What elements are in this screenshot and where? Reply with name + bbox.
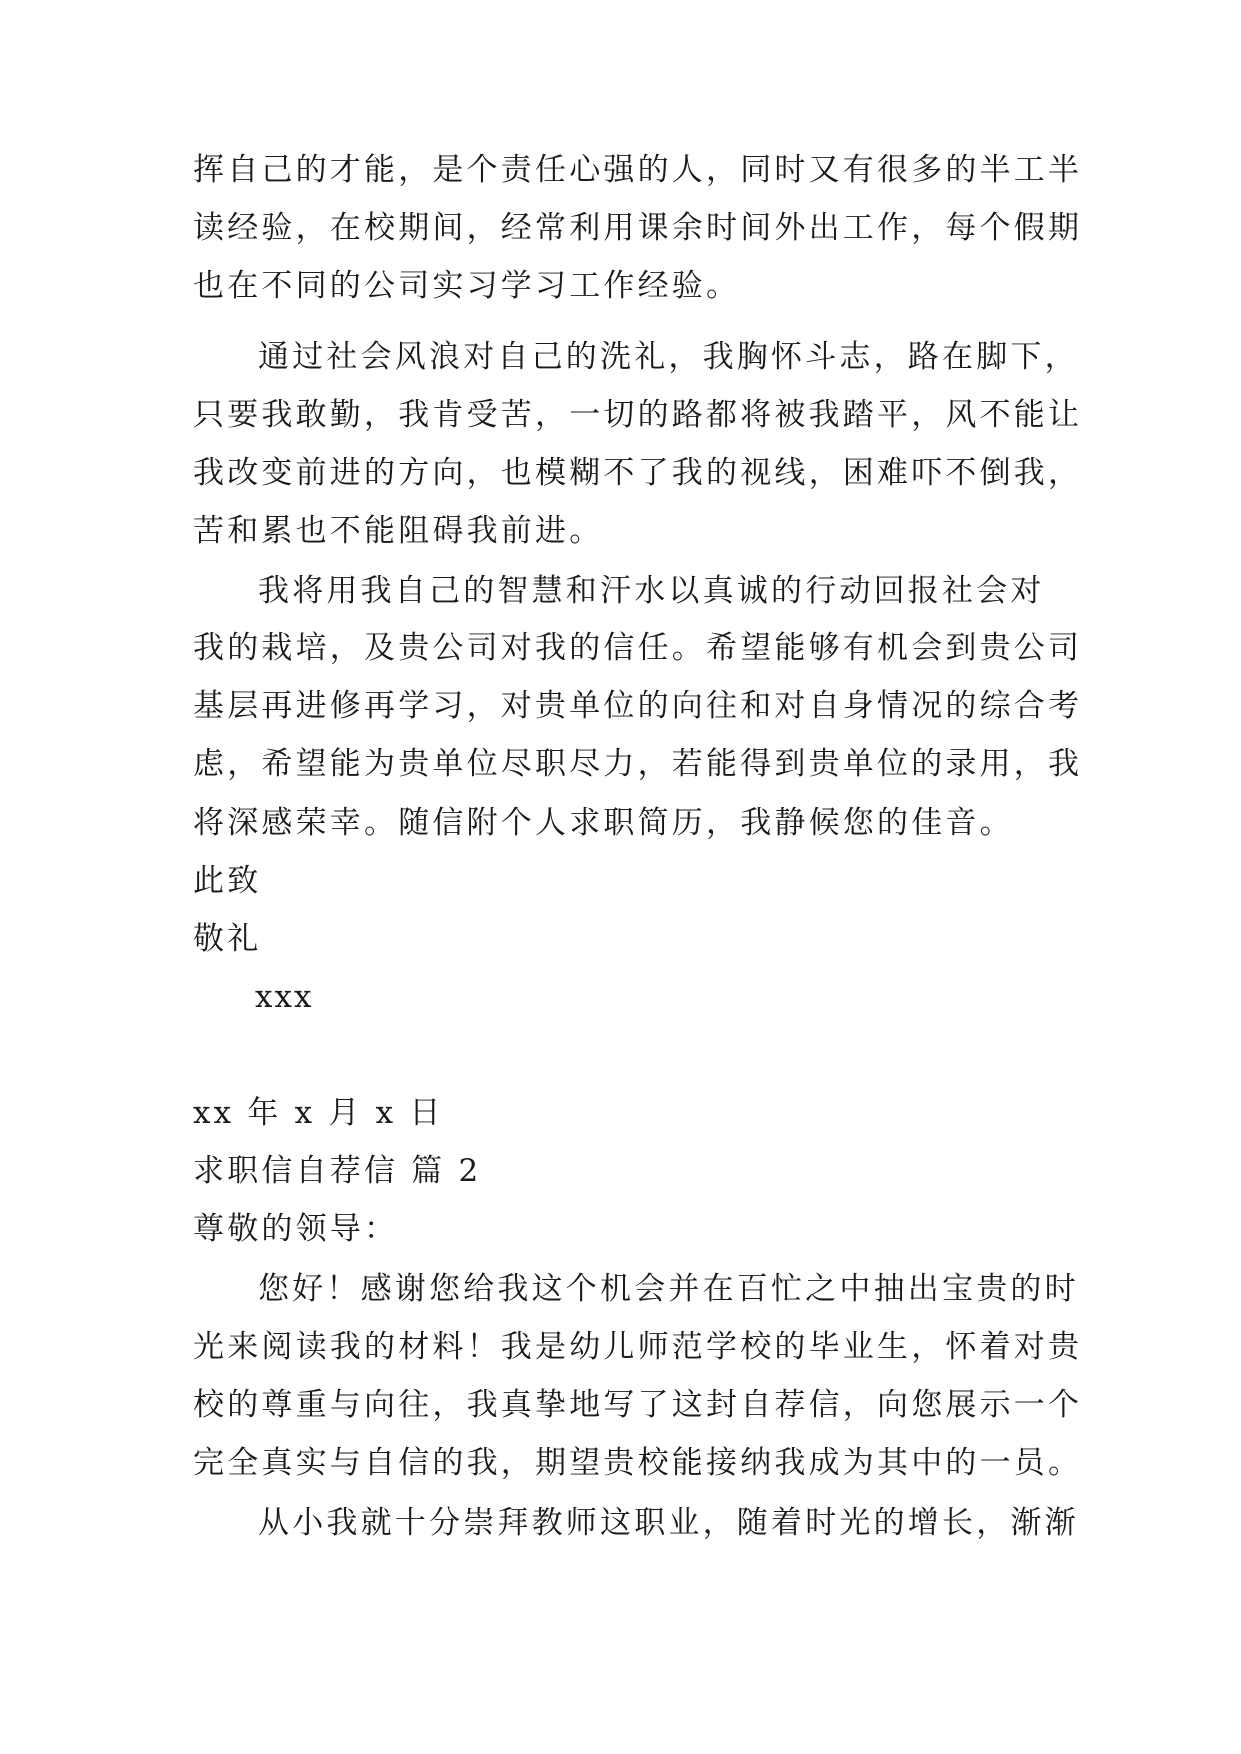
body-text-line: 我改变前进的方向，也模糊不了我的视线，困难吓不倒我， xyxy=(193,455,1083,491)
closing-regards: 敬礼 xyxy=(193,921,262,957)
closing-salutation: 此致 xyxy=(193,863,262,899)
body-text-line: 虑，希望能为贵单位尽职尽力，若能得到贵单位的录用，我 xyxy=(193,746,1083,782)
body-text-line: 挥自己的才能，是个责任心强的人，同时又有很多的半工半 xyxy=(193,152,1083,188)
body-text-line: 校的尊重与向往，我真挚地写了这封自荐信，向您展示一个 xyxy=(193,1387,1083,1423)
paragraph-start-line: 您好！感谢您给我这个机会并在百忙之中抽出宝贵的时 xyxy=(258,1271,1079,1307)
greeting: 尊敬的领导： xyxy=(193,1211,399,1247)
signature-name: xxx xyxy=(255,979,314,1015)
body-text-line: 光来阅读我的材料！我是幼儿师范学校的毕业生，怀着对贵 xyxy=(193,1329,1083,1365)
body-text-line: 也在不同的公司实习学习工作经验。 xyxy=(193,268,741,304)
body-text-line: 苦和累也不能阻碍我前进。 xyxy=(193,513,604,549)
section-title: 求职信自荐信 篇 2 xyxy=(193,1153,482,1189)
body-text-line: 基层再进修再学习，对贵单位的向往和对自身情况的综合考 xyxy=(193,688,1083,724)
body-text-line: 我的栽培，及贵公司对我的信任。希望能够有机会到贵公司 xyxy=(193,630,1083,666)
paragraph-start-line: 通过社会风浪对自己的洗礼，我胸怀斗志，路在脚下， xyxy=(258,339,1079,375)
body-text-line: 完全真实与自信的我，期望贵校能接纳我成为其中的一员。 xyxy=(193,1445,1083,1481)
paragraph-start-line: 我将用我自己的智慧和汗水以真诚的行动回报社会对 xyxy=(258,573,1045,609)
body-text-line: 将深感荣幸。随信附个人求职简历，我静候您的佳音。 xyxy=(193,805,1014,841)
paragraph-start-line: 从小我就十分崇拜教师这职业，随着时光的增长，渐渐 xyxy=(258,1505,1079,1541)
letter-date: xx 年 x 月 x 日 xyxy=(193,1095,444,1131)
body-text-line: 只要我敢勤，我肯受苦，一切的路都将被我踏平，风不能让 xyxy=(193,397,1083,433)
body-text-line: 读经验，在校期间，经常利用课余时间外出工作，每个假期 xyxy=(193,210,1083,246)
